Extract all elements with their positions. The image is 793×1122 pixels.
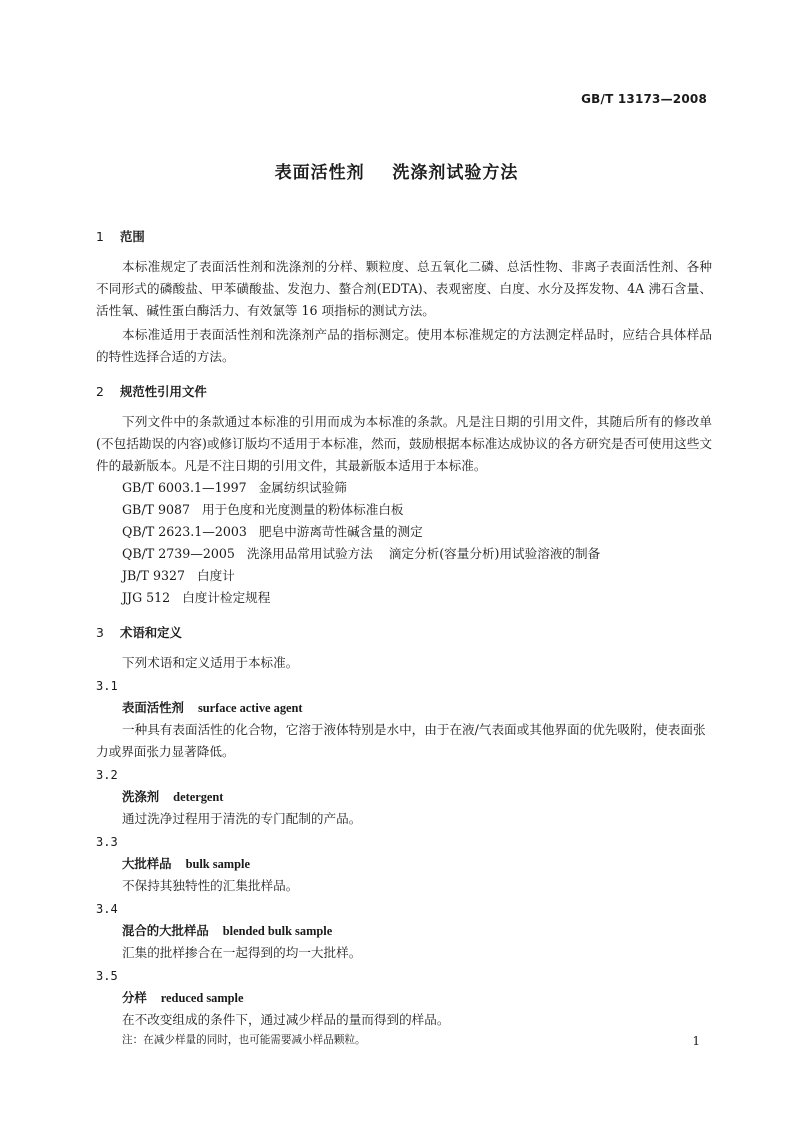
term-definition: 汇集的批样掺合在一起得到的均一大批样。 bbox=[122, 945, 362, 960]
term-definition: 通过洗净过程用于清洗的专门配制的产品。 bbox=[122, 811, 362, 826]
term-note: 注：在减少样量的同时，也可能需要减小样品颗粒。 bbox=[122, 1034, 366, 1046]
term-number: 3.1 bbox=[96, 679, 118, 693]
reference-code: GB/T 9087 bbox=[122, 502, 191, 517]
reference-code: JJG 512 bbox=[122, 590, 171, 605]
reference-item bbox=[96, 521, 712, 543]
paragraph: 下列术语和定义适用于本标准。 bbox=[122, 655, 299, 670]
reference-item bbox=[96, 587, 712, 609]
reference-code: GB/T 6003.1—1997 bbox=[122, 480, 247, 495]
reference-item bbox=[96, 565, 712, 587]
document-body bbox=[96, 224, 712, 1049]
section-heading-scope bbox=[96, 226, 712, 248]
term-zh: 分样 bbox=[122, 990, 147, 1005]
term-heading bbox=[96, 987, 712, 1009]
page-number: 1 bbox=[692, 1034, 700, 1048]
term-heading bbox=[96, 920, 712, 942]
section-title: 范围 bbox=[120, 229, 145, 244]
term-heading bbox=[96, 853, 712, 875]
term-zh: 大批样品 bbox=[122, 856, 172, 871]
term-definition: 不保持其独特性的汇集批样品。 bbox=[122, 878, 299, 893]
term-en: detergent bbox=[173, 790, 224, 804]
section-heading-normative-references bbox=[96, 381, 712, 403]
term-number: 3.3 bbox=[96, 835, 118, 849]
reference-code: QB/T 2739—2005 bbox=[122, 546, 235, 561]
section-number: 2 bbox=[96, 384, 104, 399]
term-en: blended bulk sample bbox=[222, 924, 333, 938]
term-heading bbox=[96, 786, 712, 808]
standard-number: GB/T 13173—2008 bbox=[581, 92, 707, 106]
section-title: 规范性引用文件 bbox=[120, 384, 207, 399]
term-number: 3.5 bbox=[96, 969, 118, 983]
term-definition: 在不改变组成的条件下，通过减少样品的量而得到的样品。 bbox=[122, 1012, 450, 1027]
paragraph: 本标准规定了表面活性剂和洗涤剂的分样、颗粒度、总五氧化二磷、总活性物、非离子表面活性剂、各种不同形式的磷酸盐、甲苯磺酸盐、发泡力、螯合剂(EDTA)、表观密度、白度、水分及挥发物、4A 沸石含量、活性氧、碱性蛋白酶活力、有效氯等 16 项指标的测试方法。 bbox=[96, 259, 712, 318]
term-en: surface active agent bbox=[197, 701, 303, 715]
term-definition: 一种具有表面活性的化合物，它溶于液体特别是水中，由于在液/气表面或其他界面的优先吸附，使表面张力或界面张力显著降低。 bbox=[96, 722, 706, 759]
reference-code: JB/T 9327 bbox=[122, 568, 185, 583]
document-title: 表面活性剂 洗涤剂试验方法 bbox=[274, 163, 519, 183]
reference-title: 金属纺织试验筛 bbox=[258, 480, 347, 495]
paragraph: 本标准适用于表面活性剂和洗涤剂产品的指标测定。使用本标准规定的方法测定样品时，应结合具体样品的特性选择合适的方法。 bbox=[96, 327, 712, 364]
reference-code: QB/T 2623.1—2003 bbox=[122, 524, 247, 539]
term-en: bulk sample bbox=[185, 857, 250, 871]
section-heading-terms-definitions bbox=[96, 622, 712, 644]
section-number: 3 bbox=[96, 625, 104, 640]
term-number: 3.4 bbox=[96, 902, 118, 916]
reference-item bbox=[96, 499, 712, 521]
term-number: 3.2 bbox=[96, 768, 118, 782]
term-heading bbox=[96, 697, 712, 719]
term-zh: 洗涤剂 bbox=[122, 789, 160, 804]
reference-title: 肥皂中游离苛性碱含量的测定 bbox=[258, 524, 423, 539]
term-zh: 混合的大批样品 bbox=[122, 923, 209, 938]
reference-item bbox=[96, 477, 712, 499]
paragraph: 下列文件中的条款通过本标准的引用而成为本标准的条款。凡是注日期的引用文件，其随后所有的修改单(不包括勘误的内容)或修订版均不适用于本标准，然而，鼓励根据本标准达成协议的各方研究是否可使用这些文件的最新版本。凡是不注日期的引用文件，其最新版本适用于本标准。 bbox=[96, 414, 712, 473]
reference-title: 用于色度和光度测量的粉体标准白板 bbox=[202, 502, 404, 517]
reference-item bbox=[96, 543, 712, 565]
reference-title: 白度计 bbox=[197, 568, 235, 583]
term-zh: 表面活性剂 bbox=[122, 700, 184, 715]
term-en: reduced sample bbox=[160, 991, 244, 1005]
reference-title: 白度计检定规程 bbox=[182, 590, 271, 605]
section-title: 术语和定义 bbox=[120, 625, 182, 640]
reference-title: 洗涤用品常用试验方法 滴定分析(容量分析)用试验溶液的制备 bbox=[246, 546, 601, 561]
section-number: 1 bbox=[96, 229, 104, 244]
